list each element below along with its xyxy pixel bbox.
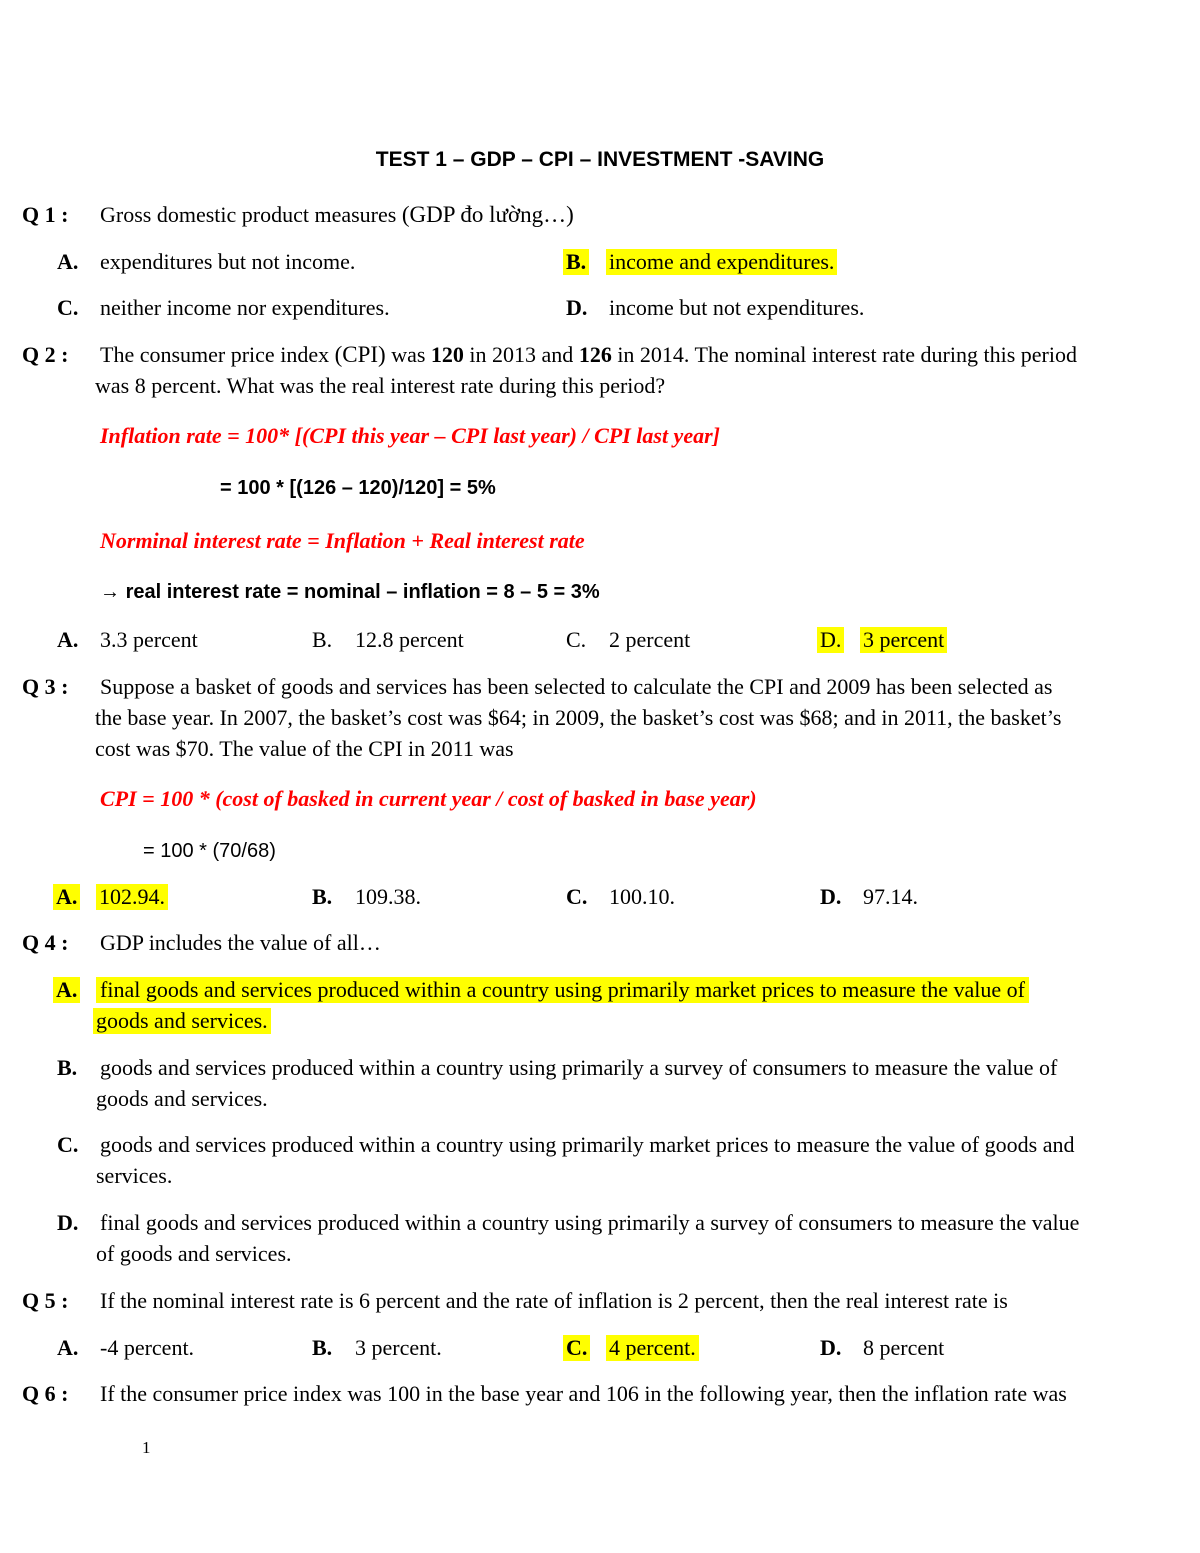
question-label-q2: Q 2 : [22, 342, 69, 367]
formula-inflation-rate: Inflation rate = 100* [(CPI this year – CPI last year) / CPI last year] [100, 423, 720, 448]
option-letter-q3-a: A. [53, 884, 80, 910]
option-text-q4-d-line1[interactable]: final goods and services produced within a country using primarily a survey of consumers to measure the value [100, 1210, 1080, 1235]
page-title: TEST 1 – GDP – CPI – INVESTMENT -SAVING [375, 148, 825, 171]
option-text-q1-b[interactable]: income and expenditures. [606, 249, 837, 275]
option-text-q4-c-line1[interactable]: goods and services produced within a country using primarily market prices to measure the value of goods and [100, 1132, 1075, 1157]
question-label-q4: Q 4 : [22, 930, 69, 955]
option-text-q1-c[interactable]: neither income nor expenditures. [100, 295, 390, 320]
option-letter-q1-c: C. [57, 295, 79, 320]
option-letter-q2-c: C. [566, 627, 587, 652]
option-letter-q4-c: C. [57, 1132, 79, 1157]
option-text-q3-d[interactable]: 97.14. [863, 884, 918, 909]
q2-part-d: in 2014. The nominal interest rate during this period [611, 342, 1077, 367]
option-letter-q5-d: D. [820, 1335, 842, 1360]
option-letter-q5-c: C. [563, 1335, 590, 1361]
q2-part-b: was [385, 342, 431, 367]
page-number: 1 [142, 1438, 151, 1457]
question-text-q3-line2: the base year. In 2007, the basket’s cost was $64; in 2009, the basket’s cost was $68; and in 2011, the basket’s [95, 705, 1062, 730]
formula-real-interest-text: real interest rate = nominal – inflation = 8 – 5 = 3% [125, 581, 600, 603]
question-text-extra: (GDP đo lường…) [401, 202, 574, 227]
question-text-q3-line1: Suppose a basket of goods and services has been selected to calculate the CPI and 2009 has been selected as [100, 674, 1053, 699]
option-text-q3-c[interactable]: 100.10. [609, 884, 675, 909]
option-letter-q4-d: D. [57, 1210, 79, 1235]
q2-value-120: 120 [430, 342, 464, 367]
option-letter-q3-b: B. [312, 884, 333, 909]
q2-part-a: The consumer price index [100, 342, 335, 367]
option-text-q4-a-line1[interactable]: final goods and services produced within a country using primarily market prices to measure the value of [96, 977, 1029, 1003]
question-text-q4: GDP includes the value of all… [100, 930, 381, 955]
option-text-q2-a[interactable]: 3.3 percent [100, 627, 198, 652]
question-label-q6: Q 6 : [22, 1381, 69, 1406]
question-text-q5: If the nominal interest rate is 6 percent and the rate of inflation is 2 percent, then the real interest rate is [100, 1288, 1008, 1313]
option-letter-q1-b: B. [563, 249, 589, 275]
option-letter-q3-c: C. [566, 884, 588, 909]
option-text-q1-a[interactable]: expenditures but not income. [100, 249, 356, 274]
option-text-q4-b-line1[interactable]: goods and services produced within a country using primarily a survey of consumers to measure the value of [100, 1055, 1058, 1080]
formula-real-interest [100, 579, 600, 605]
option-text-q3-a[interactable]: 102.94. [96, 884, 168, 910]
q2-cpi: (CPI) [334, 342, 386, 367]
option-text-q4-d-line2[interactable]: of goods and services. [96, 1241, 292, 1266]
formula-cpi-calc: = 100 * (70/68) [143, 840, 276, 862]
option-text-q4-c-line2[interactable]: services. [96, 1163, 173, 1188]
question-text-q1 [100, 202, 574, 228]
option-text-q2-d[interactable]: 3 percent [860, 627, 947, 653]
option-letter-q5-a: A. [57, 1335, 79, 1360]
question-text-q6: If the consumer price index was 100 in the base year and 106 in the following year, then the inflation rate was [100, 1381, 1067, 1406]
arrow-right-icon: → [100, 581, 120, 603]
option-text-q1-d[interactable]: income but not expenditures. [609, 295, 865, 320]
question-label-q1: Q 1 : [22, 202, 69, 227]
option-letter-q4-b: B. [57, 1055, 78, 1080]
option-letter-q1-d: D. [566, 295, 588, 320]
option-text-q5-c[interactable]: 4 percent. [606, 1335, 699, 1361]
question-text-main: Gross domestic product measures [100, 202, 402, 227]
question-label-q5: Q 5 : [22, 1288, 69, 1313]
option-letter-q2-a: A. [57, 627, 79, 652]
option-text-q2-c[interactable]: 2 percent [609, 627, 691, 652]
question-label-q3: Q 3 : [22, 674, 69, 699]
option-letter-q2-d: D. [817, 627, 844, 653]
option-text-q2-b[interactable]: 12.8 percent [355, 627, 464, 652]
option-letter-q1-a: A. [57, 249, 79, 274]
option-text-q4-a-line2[interactable]: goods and services. [93, 1008, 271, 1034]
q2-value-126: 126 [578, 342, 612, 367]
q2-part-c: in 2013 and [463, 342, 579, 367]
question-text-q2 [100, 342, 1077, 368]
formula-inflation-calc: = 100 * [(126 – 120)/120] = 5% [220, 477, 496, 499]
formula-cpi: CPI = 100 * (cost of basked in current year / cost of basked in base year) [100, 786, 757, 811]
option-letter-q4-a: A. [53, 977, 80, 1003]
option-letter-q2-b: B. [312, 627, 333, 652]
option-text-q4-b-line2[interactable]: goods and services. [96, 1086, 268, 1111]
option-text-q5-a[interactable]: -4 percent. [100, 1335, 195, 1360]
option-text-q3-b[interactable]: 109.38. [355, 884, 421, 909]
option-text-q5-d[interactable]: 8 percent [863, 1335, 945, 1360]
option-letter-q5-b: B. [312, 1335, 333, 1360]
option-text-q5-b[interactable]: 3 percent. [355, 1335, 442, 1360]
question-text-q3-line3: cost was $70. The value of the CPI in 2011 was [95, 736, 514, 761]
question-text-q2-line2: was 8 percent. What was the real interest rate during this period? [95, 373, 666, 398]
option-letter-q3-d: D. [820, 884, 842, 909]
formula-nominal-interest: Norminal interest rate = Inflation + Real interest rate [100, 528, 585, 553]
